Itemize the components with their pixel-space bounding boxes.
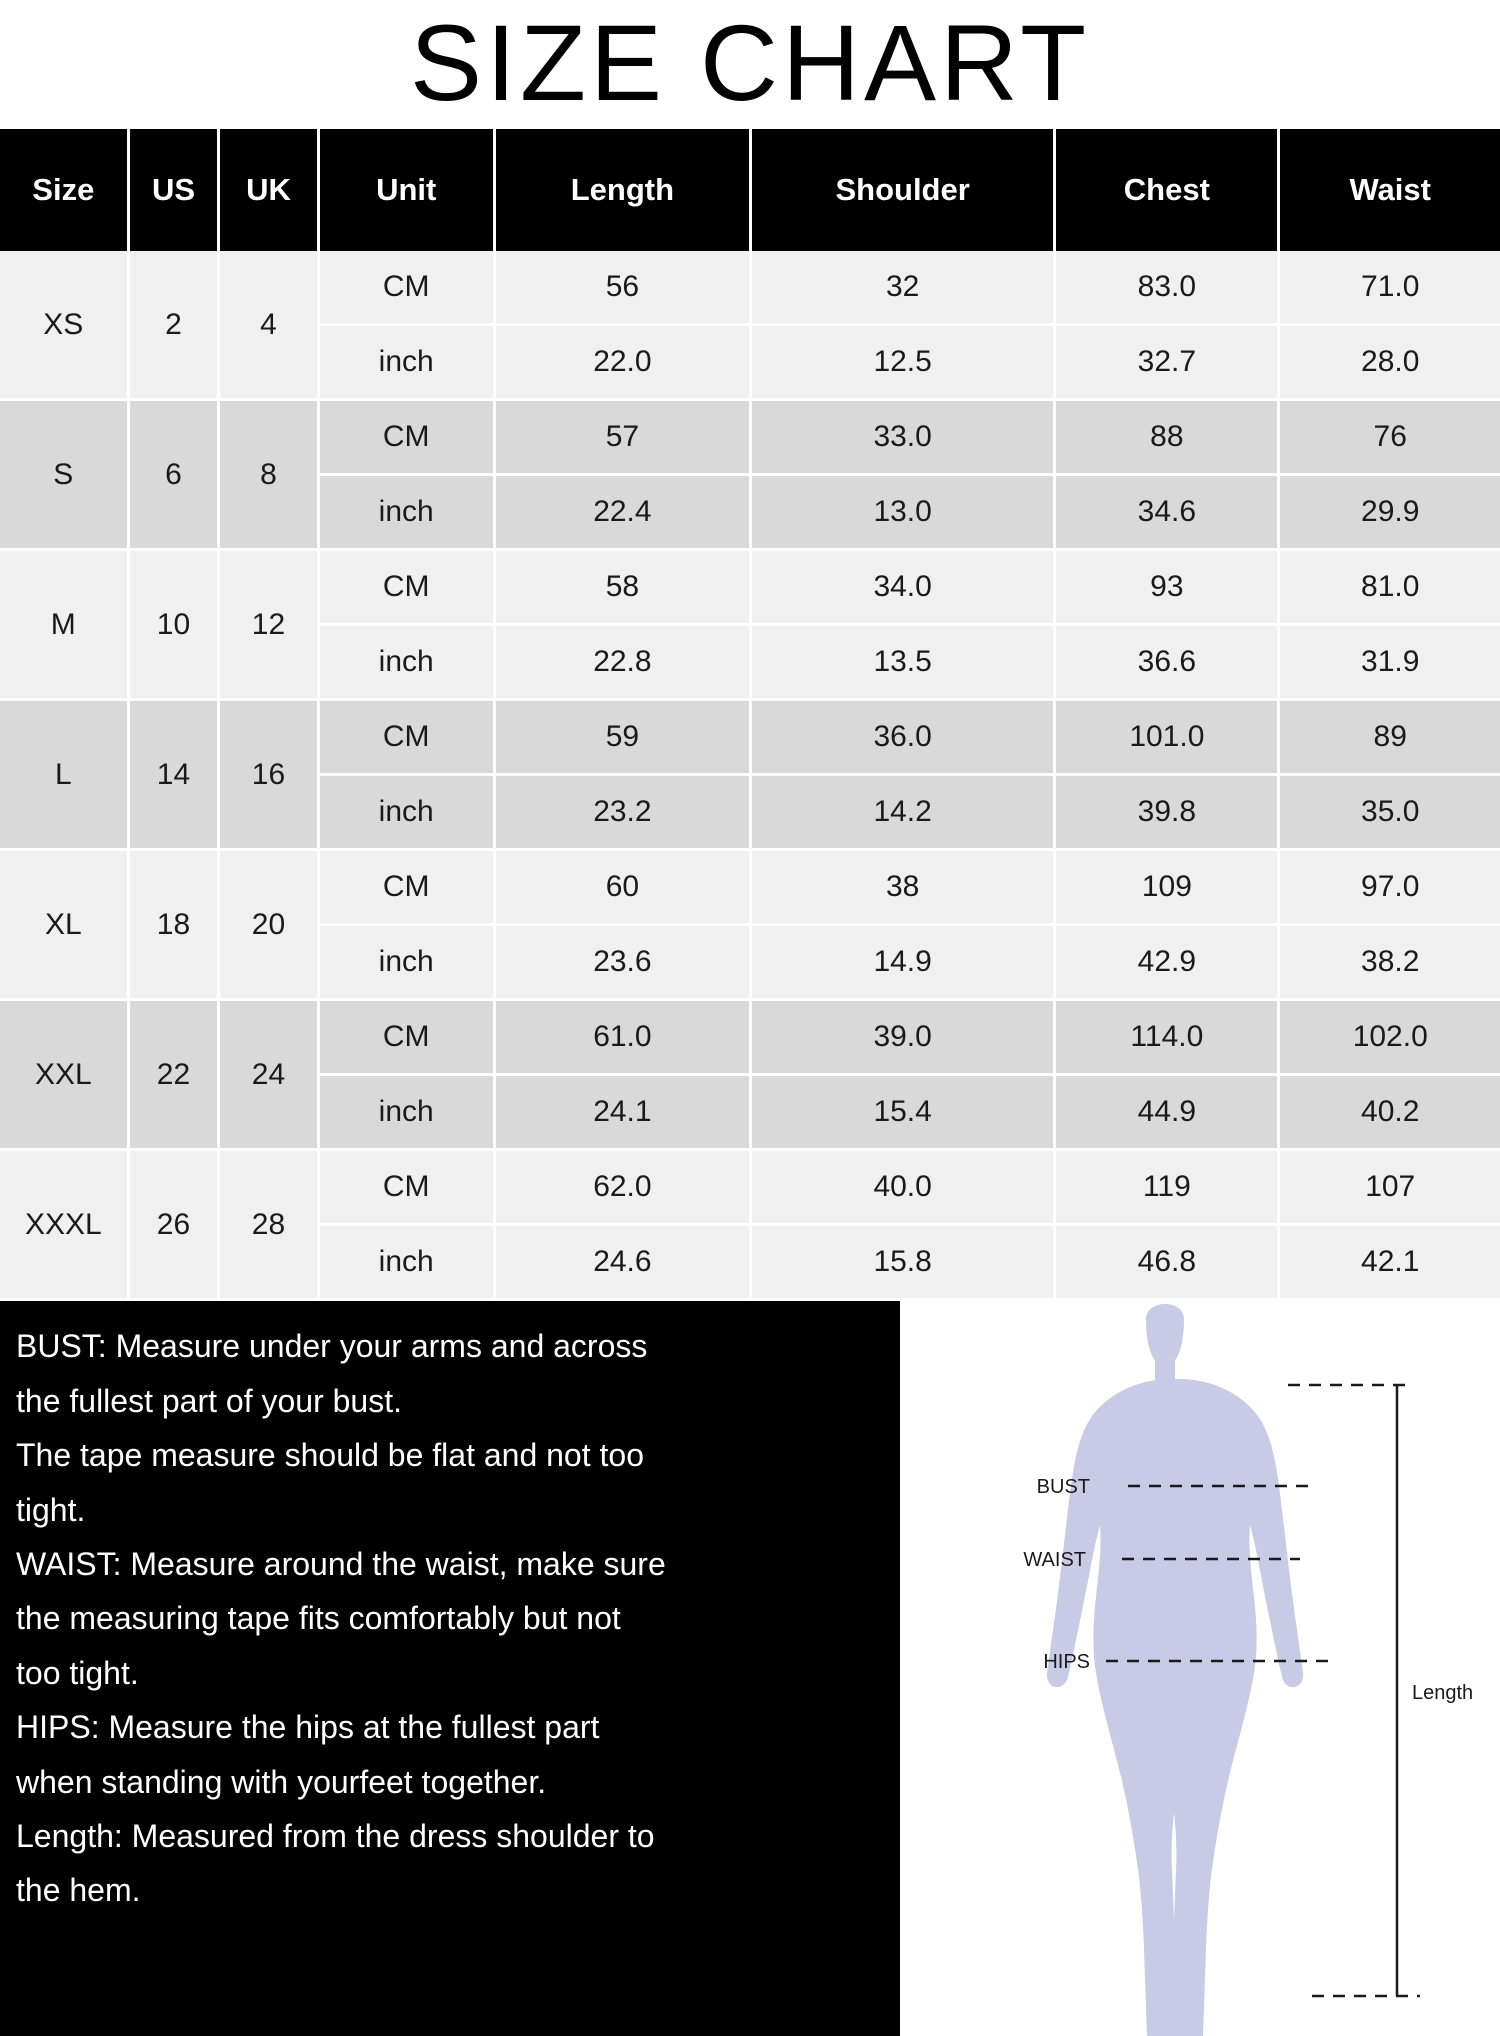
measurement-instructions bbox=[0, 1301, 900, 2036]
note-line: Length: Measured from the dress shoulder to bbox=[16, 1817, 655, 1854]
cell-chest: 101.0 bbox=[1055, 700, 1279, 775]
cell-length: 62.0 bbox=[494, 1150, 750, 1225]
cell-unit: inch bbox=[318, 625, 494, 700]
cell-us: 14 bbox=[128, 700, 219, 850]
header-size: Size bbox=[0, 129, 128, 251]
cell-size: XS bbox=[0, 251, 128, 400]
cell-us: 26 bbox=[128, 1150, 219, 1300]
table-row bbox=[0, 1150, 1500, 1225]
cell-length: 60 bbox=[494, 850, 750, 925]
measurement-figure bbox=[900, 1301, 1500, 2036]
cell-size: S bbox=[0, 400, 128, 550]
cell-unit: CM bbox=[318, 400, 494, 475]
note-line: WAIST: Measure around the waist, make sure bbox=[16, 1545, 666, 1582]
cell-uk: 28 bbox=[219, 1150, 318, 1300]
cell-waist: 89 bbox=[1279, 700, 1500, 775]
cell-chest: 42.9 bbox=[1055, 925, 1279, 1000]
header-length: Length bbox=[494, 129, 750, 251]
cell-unit: CM bbox=[318, 251, 494, 325]
table-row bbox=[0, 400, 1500, 475]
table-row bbox=[0, 251, 1500, 325]
cell-size: XXXL bbox=[0, 1150, 128, 1300]
cell-shoulder: 12.5 bbox=[751, 325, 1055, 400]
bottom-section bbox=[0, 1301, 1500, 2036]
cell-unit: CM bbox=[318, 850, 494, 925]
cell-length: 57 bbox=[494, 400, 750, 475]
header-chest: Chest bbox=[1055, 129, 1279, 251]
cell-shoulder: 36.0 bbox=[751, 700, 1055, 775]
cell-length: 24.6 bbox=[494, 1225, 750, 1300]
cell-uk: 24 bbox=[219, 1000, 318, 1150]
cell-shoulder: 32 bbox=[751, 251, 1055, 325]
cell-unit: inch bbox=[318, 775, 494, 850]
cell-shoulder: 39.0 bbox=[751, 1000, 1055, 1075]
cell-waist: 107 bbox=[1279, 1150, 1500, 1225]
cell-uk: 20 bbox=[219, 850, 318, 1000]
cell-waist: 97.0 bbox=[1279, 850, 1500, 925]
cell-waist: 81.0 bbox=[1279, 550, 1500, 625]
cell-waist: 38.2 bbox=[1279, 925, 1500, 1000]
table-row bbox=[0, 700, 1500, 775]
label-hips: HIPS bbox=[1043, 1651, 1090, 1674]
cell-shoulder: 13.0 bbox=[751, 475, 1055, 550]
note-line: too tight. bbox=[16, 1654, 139, 1691]
cell-length: 59 bbox=[494, 700, 750, 775]
cell-length: 23.2 bbox=[494, 775, 750, 850]
cell-chest: 32.7 bbox=[1055, 325, 1279, 400]
cell-waist: 28.0 bbox=[1279, 325, 1500, 400]
cell-chest: 88 bbox=[1055, 400, 1279, 475]
cell-waist: 76 bbox=[1279, 400, 1500, 475]
label-waist: WAIST bbox=[1023, 1549, 1086, 1572]
cell-length: 22.4 bbox=[494, 475, 750, 550]
cell-uk: 8 bbox=[219, 400, 318, 550]
table-row bbox=[0, 550, 1500, 625]
cell-uk: 16 bbox=[219, 700, 318, 850]
cell-us: 22 bbox=[128, 1000, 219, 1150]
cell-length: 56 bbox=[494, 251, 750, 325]
header-shoulder: Shoulder bbox=[751, 129, 1055, 251]
cell-unit: inch bbox=[318, 925, 494, 1000]
cell-waist: 71.0 bbox=[1279, 251, 1500, 325]
cell-chest: 46.8 bbox=[1055, 1225, 1279, 1300]
cell-unit: inch bbox=[318, 475, 494, 550]
cell-chest: 44.9 bbox=[1055, 1075, 1279, 1150]
cell-chest: 39.8 bbox=[1055, 775, 1279, 850]
cell-unit: inch bbox=[318, 1075, 494, 1150]
cell-shoulder: 38 bbox=[751, 850, 1055, 925]
note-line: the measuring tape fits comfortably but not bbox=[16, 1600, 621, 1637]
header-waist: Waist bbox=[1279, 129, 1500, 251]
note-line: BUST: Measure under your arms and across bbox=[16, 1328, 648, 1365]
cell-waist: 35.0 bbox=[1279, 775, 1500, 850]
cell-length: 22.8 bbox=[494, 625, 750, 700]
cell-waist: 42.1 bbox=[1279, 1225, 1500, 1300]
cell-waist: 102.0 bbox=[1279, 1000, 1500, 1075]
label-bust: BUST bbox=[1036, 1476, 1090, 1499]
note-line: HIPS: Measure the hips at the fullest part bbox=[16, 1709, 600, 1746]
cell-shoulder: 33.0 bbox=[751, 400, 1055, 475]
cell-size: XXL bbox=[0, 1000, 128, 1150]
table-row bbox=[0, 850, 1500, 925]
cell-shoulder: 15.8 bbox=[751, 1225, 1055, 1300]
cell-unit: CM bbox=[318, 700, 494, 775]
cell-shoulder: 14.9 bbox=[751, 925, 1055, 1000]
cell-length: 58 bbox=[494, 550, 750, 625]
cell-us: 18 bbox=[128, 850, 219, 1000]
page-title: SIZE CHART bbox=[409, 2, 1091, 123]
cell-chest: 114.0 bbox=[1055, 1000, 1279, 1075]
note-line: The tape measure should be flat and not too bbox=[16, 1437, 644, 1474]
cell-shoulder: 14.2 bbox=[751, 775, 1055, 850]
header-uk: UK bbox=[219, 129, 318, 251]
cell-chest: 93 bbox=[1055, 550, 1279, 625]
cell-length: 22.0 bbox=[494, 325, 750, 400]
cell-chest: 109 bbox=[1055, 850, 1279, 925]
cell-chest: 36.6 bbox=[1055, 625, 1279, 700]
cell-unit: CM bbox=[318, 550, 494, 625]
cell-shoulder: 13.5 bbox=[751, 625, 1055, 700]
cell-us: 10 bbox=[128, 550, 219, 700]
cell-size: XL bbox=[0, 850, 128, 1000]
cell-unit: CM bbox=[318, 1000, 494, 1075]
table-header-row bbox=[0, 129, 1500, 251]
table-row bbox=[0, 1000, 1500, 1075]
cell-length: 61.0 bbox=[494, 1000, 750, 1075]
note-line: when standing with yourfeet together. bbox=[16, 1763, 547, 1800]
cell-chest: 83.0 bbox=[1055, 251, 1279, 325]
cell-waist: 29.9 bbox=[1279, 475, 1500, 550]
header-unit: Unit bbox=[318, 129, 494, 251]
cell-length: 23.6 bbox=[494, 925, 750, 1000]
cell-waist: 31.9 bbox=[1279, 625, 1500, 700]
size-chart-table bbox=[0, 129, 1500, 1301]
cell-uk: 4 bbox=[219, 251, 318, 400]
cell-shoulder: 40.0 bbox=[751, 1150, 1055, 1225]
cell-waist: 40.2 bbox=[1279, 1075, 1500, 1150]
cell-unit: inch bbox=[318, 1225, 494, 1300]
label-length: Length bbox=[1412, 1682, 1474, 1705]
cell-unit: CM bbox=[318, 1150, 494, 1225]
cell-length: 24.1 bbox=[494, 1075, 750, 1150]
cell-chest: 119 bbox=[1055, 1150, 1279, 1225]
header-us: US bbox=[128, 129, 219, 251]
cell-unit: inch bbox=[318, 325, 494, 400]
cell-us: 2 bbox=[128, 251, 219, 400]
cell-size: M bbox=[0, 550, 128, 700]
cell-chest: 34.6 bbox=[1055, 475, 1279, 550]
cell-shoulder: 34.0 bbox=[751, 550, 1055, 625]
note-line: the hem. bbox=[16, 1872, 141, 1909]
note-line: tight. bbox=[16, 1491, 86, 1528]
note-line: the fullest part of your bust. bbox=[16, 1382, 402, 1419]
cell-uk: 12 bbox=[219, 550, 318, 700]
cell-size: L bbox=[0, 700, 128, 850]
cell-shoulder: 15.4 bbox=[751, 1075, 1055, 1150]
cell-us: 6 bbox=[128, 400, 219, 550]
